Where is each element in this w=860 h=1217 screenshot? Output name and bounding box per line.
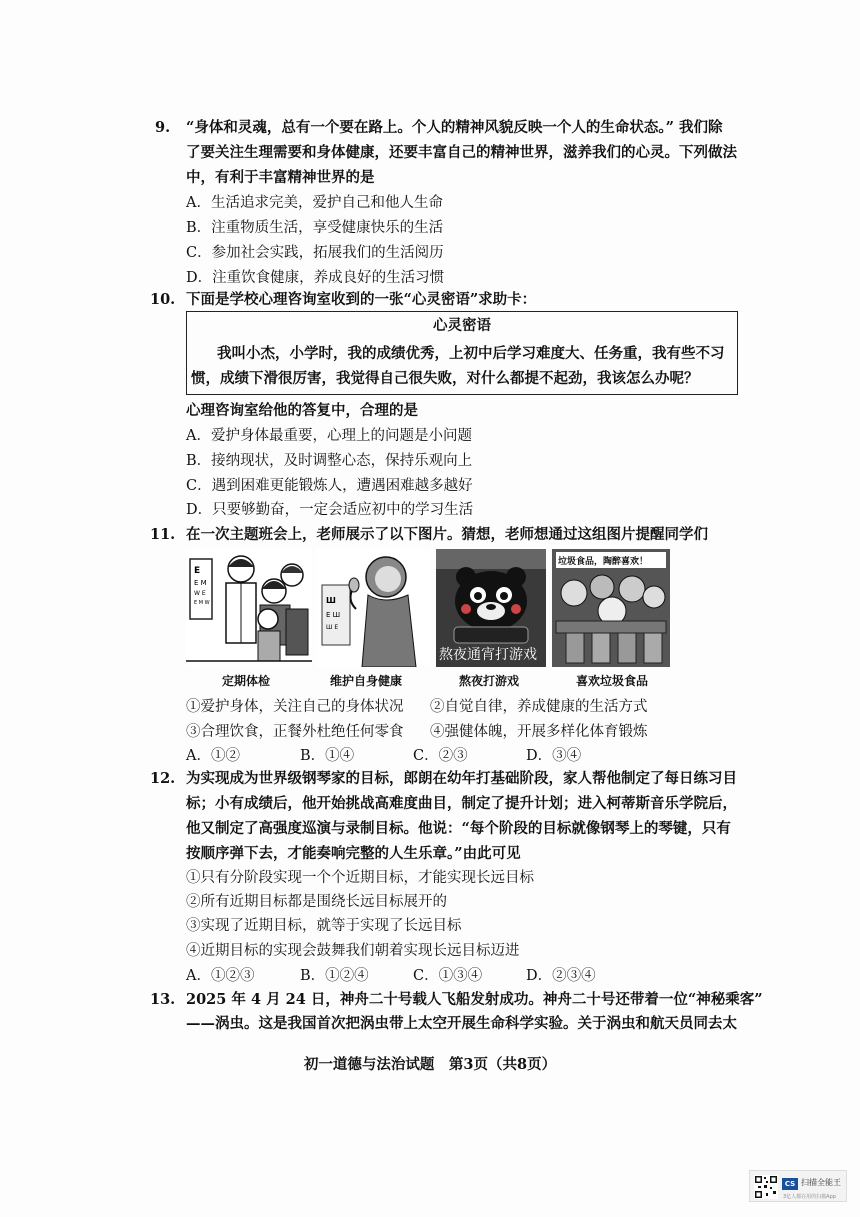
q11-option-b: B．①④ xyxy=(300,748,355,764)
q9-stem-line: “身体和灵魂，总有一个要在路上。个人的精神风貌反映一个人的生命状态。” 我们除 xyxy=(186,119,723,136)
q9-option-d: D．注重饮食健康，养成良好的生活习惯 xyxy=(186,270,445,286)
caption-maintain-health: 维护自身健康 xyxy=(330,674,403,688)
q12-stem-line: 他又制定了高强度巡演与录制目标。他说：“每个阶段的目标就像钢琴上的琴键，只有 xyxy=(186,820,731,837)
q11-number: 11. xyxy=(150,526,176,543)
card-title: 心灵密语 xyxy=(433,317,491,334)
q13-stem-line: ——涡虫。这是我国首次把涡虫带上太空开展生命科学实验。关于涡虫和航天员同去太 xyxy=(186,1015,737,1032)
scanner-tagline: 3亿人都在用的扫描App xyxy=(783,1194,836,1200)
q11-statement-1: ①爱护身体，关注自己的身体状况 xyxy=(186,699,404,715)
svg-text:Ш E: Ш E xyxy=(326,624,339,631)
q12-option-a: A．①②③ xyxy=(186,968,255,984)
q12-number: 12. xyxy=(150,770,176,787)
svg-text:E: E xyxy=(194,566,201,576)
q12-statement-2: ②所有近期目标都是围绕长远目标展开的 xyxy=(186,894,447,910)
picture-maintain-health xyxy=(316,549,430,667)
q11-statement-4: ④强健体魄，开展多样化体育锻炼 xyxy=(430,724,648,740)
scanner-app-name: 扫描全能王 xyxy=(801,1178,841,1187)
q9-option-a: A．生活追求完美，爱护自己和他人生命 xyxy=(186,195,443,211)
q12-statement-4: ④近期目标的实现会鼓舞我们朝着实现长远目标迈进 xyxy=(186,943,520,959)
gaming-picture-text: 熬夜通宵打游戏 xyxy=(439,647,537,663)
q9-stem-line: 中，有利于丰富精神世界的是 xyxy=(186,169,375,186)
picture-junk-food xyxy=(552,549,670,667)
q10-stem: 下面是学校心理咨询室收到的一张“心灵密语”求助卡： xyxy=(186,291,537,308)
caption-late-night-gaming: 熬夜打游戏 xyxy=(459,674,520,688)
picture-regular-checkup xyxy=(186,549,312,667)
card-line: 我叫小杰，小学时，我的成绩优秀，上初中后学习难度大、任务重，我有些不习 xyxy=(217,345,725,362)
scanner-watermark xyxy=(749,1170,847,1202)
q10-option-d: D．只要够勤奋，一定会适应初中的学习生活 xyxy=(186,502,474,518)
qr-code-icon xyxy=(754,1175,778,1199)
q11-statement-3: ③合理饮食，正餐外杜绝任何零食 xyxy=(186,724,404,740)
caption-regular-checkup: 定期体检 xyxy=(222,674,271,688)
q11-option-c: C．②③ xyxy=(413,748,468,764)
q12-stem-line: 为实现成为世界级钢琴家的目标，郎朗在幼年打基础阶段，家人帮他制定了每日练习目 xyxy=(186,770,737,787)
q12-option-b: B．①②④ xyxy=(300,968,369,984)
svg-text:E M W: E M W xyxy=(194,600,210,606)
q10-question: 心理咨询室给他的答复中，合理的是 xyxy=(186,402,418,419)
q10-number: 10. xyxy=(150,291,176,308)
q11-option-d: D．③④ xyxy=(526,748,582,764)
q10-option-c: C．遇到困难更能锻炼人，遭遇困难越多越好 xyxy=(186,478,473,494)
junk-food-picture-text: 垃圾食品，陶醉喜欢！ xyxy=(558,557,649,567)
q9-number: 9. xyxy=(155,119,171,136)
q12-statement-1: ①只有分阶段实现一个个近期目标，才能实现长远目标 xyxy=(186,870,534,886)
caption-junk-food: 喜欢垃圾食品 xyxy=(576,674,649,688)
q10-option-b: B．接纳现状，及时调整心态，保持乐观向上 xyxy=(186,453,473,469)
q10-option-a: A．爱护身体最重要，心理上的问题是小问题 xyxy=(186,428,472,444)
q12-stem-line: 标；小有成绩后，他开始挑战高难度曲目，制定了提升计划；进入柯蒂斯音乐学院后， xyxy=(186,795,737,812)
q12-statement-3: ③实现了近期目标，就等于实现了长远目标 xyxy=(186,918,462,934)
q13-stem-line: 2025 年 4 月 24 日，神舟二十号载人飞船发射成功。神舟二十号还带着一位“神秘乘客” xyxy=(186,991,763,1008)
q9-stem-line: 了要关注生理需要和身体健康，还要丰富自己的精神世界，滋养我们的心灵。下列做法 xyxy=(186,144,737,161)
q11-option-a: A．①② xyxy=(186,748,240,764)
page-footer: 初一道德与法治试题 第3页（共8页） xyxy=(303,1056,557,1073)
card-line: 惯，成绩下滑很厉害，我觉得自己很失败，对什么都提不起劲，我该怎么办呢？ xyxy=(191,370,699,387)
svg-text:E Ш: E Ш xyxy=(326,611,341,619)
svg-text:Ш: Ш xyxy=(326,596,336,605)
q9-option-b: B．注重物质生活，享受健康快乐的生活 xyxy=(186,220,444,236)
svg-text:E M: E M xyxy=(194,579,207,587)
q13-number: 13. xyxy=(150,991,176,1008)
q12-option-c: C．①③④ xyxy=(413,968,483,984)
q11-stem: 在一次主题班会上，老师展示了以下图片。猜想，老师想通过这组图片提醒同学们 xyxy=(186,526,708,543)
q9-option-c: C．参加社会实践，拓展我们的生活阅历 xyxy=(186,245,444,261)
q11-statement-2: ②自觉自律，养成健康的生活方式 xyxy=(430,699,648,715)
q12-stem-line: 按顺序弹下去，才能奏响完整的人生乐章。”由此可见 xyxy=(186,845,521,862)
camscanner-logo-icon: CS xyxy=(782,1178,798,1190)
q12-option-d: D．②③④ xyxy=(526,968,596,984)
heart-message-card xyxy=(186,311,738,395)
picture-late-night-gaming xyxy=(436,549,546,667)
svg-text:W E: W E xyxy=(194,590,206,597)
